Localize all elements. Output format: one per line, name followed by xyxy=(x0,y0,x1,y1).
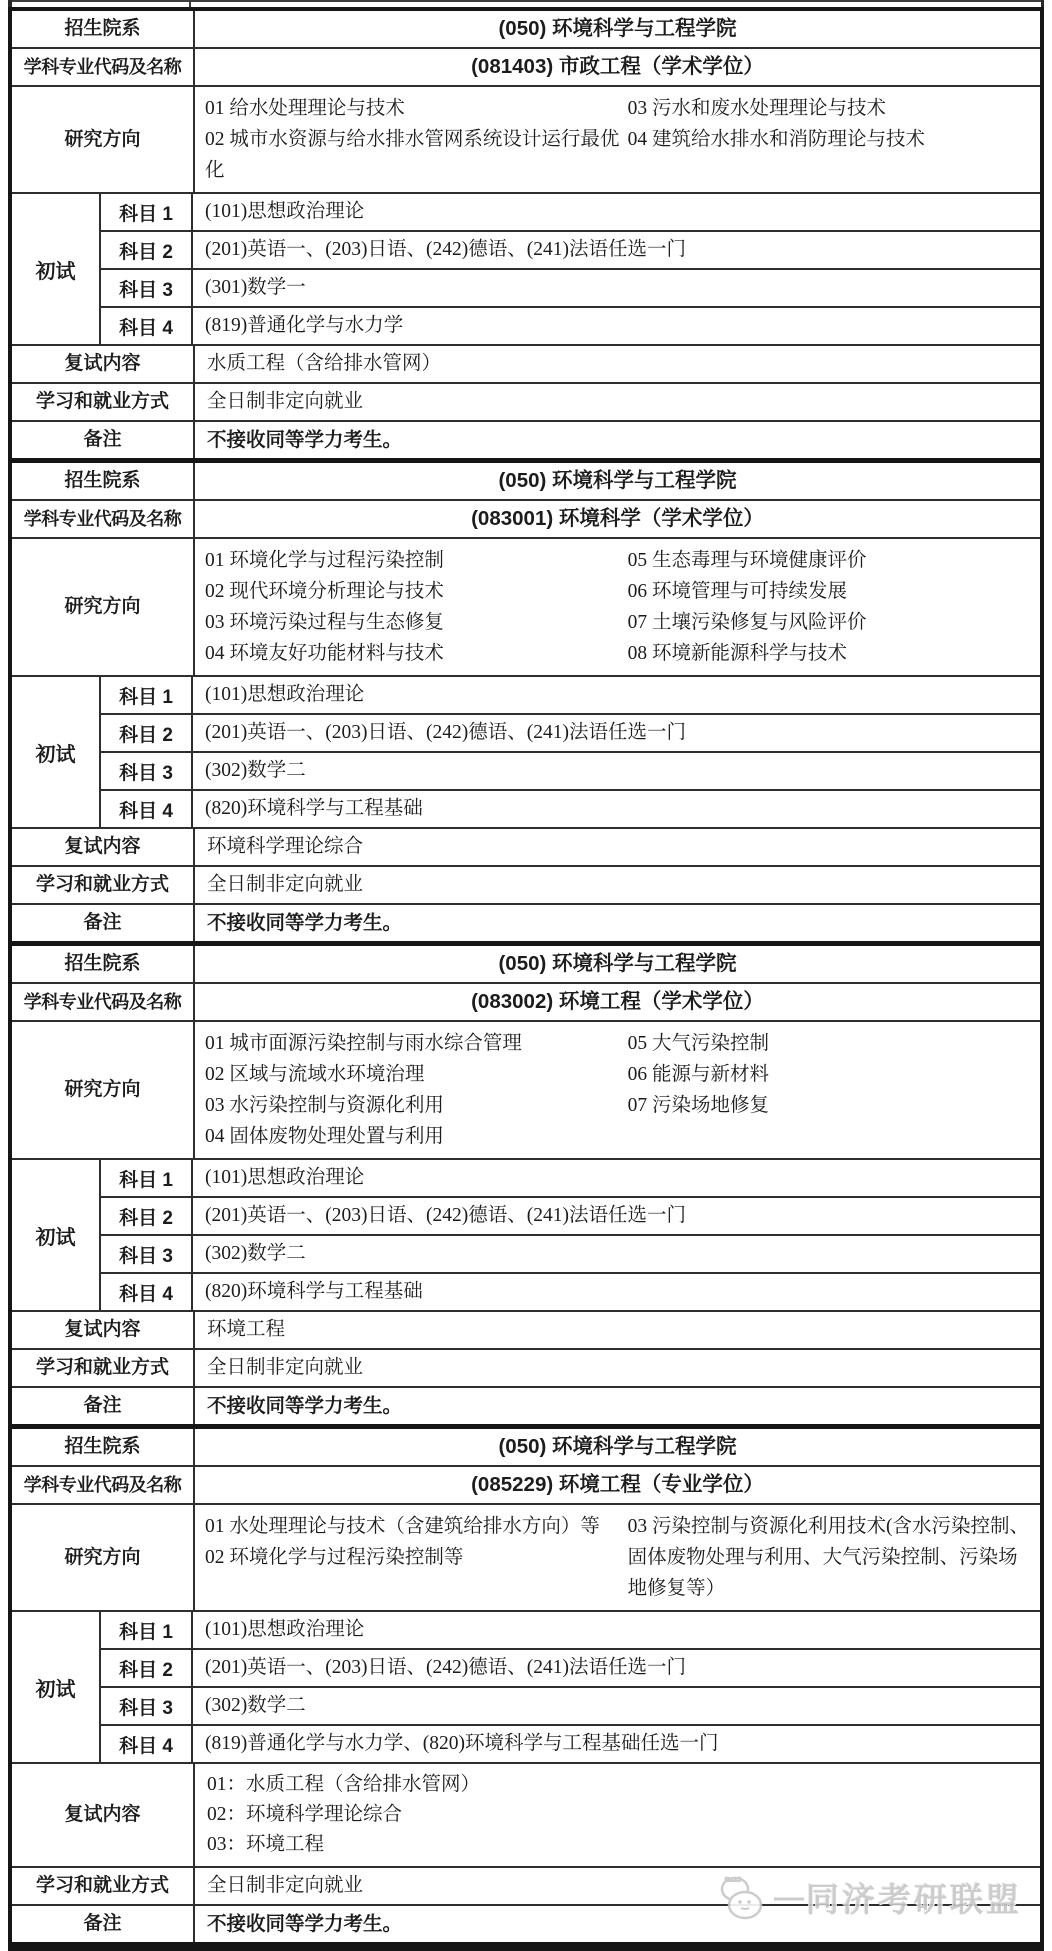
research-item: 04 固体废物处理处置与利用 xyxy=(205,1126,444,1147)
department-value: (050) 环境科学与工程学院 xyxy=(498,1435,737,1458)
research-item: 05 大气污染控制 xyxy=(627,1033,770,1054)
subject-label: 科目 1 xyxy=(101,194,193,230)
research-item: 03 水污染控制与资源化利用 xyxy=(205,1095,444,1116)
research-directions xyxy=(195,1022,1040,1158)
major-row xyxy=(12,501,1040,539)
research-directions xyxy=(195,539,1040,675)
watermark-text: 同济考研联盟 xyxy=(806,1881,1022,1918)
initial-exam-row xyxy=(12,1160,1040,1312)
department-value: (050) 环境科学与工程学院 xyxy=(498,469,737,492)
subject-row xyxy=(101,791,1040,827)
subject-value: (201)英语一、(203)日语、(242)德语、(241)法语任选一门 xyxy=(205,1657,686,1678)
research-row xyxy=(12,1022,1040,1160)
subject-value: (302)数学二 xyxy=(205,1243,306,1264)
major-row xyxy=(12,984,1040,1022)
major-label: 学科专业代码及名称 xyxy=(12,49,195,85)
study-mode-label: 学习和就业方式 xyxy=(12,1350,195,1386)
subject-label: 科目 2 xyxy=(101,1650,193,1686)
research-item: 04 环境友好功能材料与技术 xyxy=(205,643,444,664)
subject-value: (201)英语一、(203)日语、(242)德语、(241)法语任选一门 xyxy=(205,722,686,743)
retest-label: 复试内容 xyxy=(12,1312,195,1348)
research-row xyxy=(12,1505,1040,1612)
research-item: 04 建筑给水排水和消防理论与技术 xyxy=(627,129,926,150)
subject-value: (201)英语一、(203)日语、(242)德语、(241)法语任选一门 xyxy=(205,1205,686,1226)
department-row xyxy=(12,11,1040,49)
department-label: 招生院系 xyxy=(12,946,195,982)
study-mode-value: 全日制非定向就业 xyxy=(207,391,364,412)
research-item: 07 土壤污染修复与风险评价 xyxy=(627,612,867,633)
major-value: (083002) 环境工程（学术学位） xyxy=(471,990,764,1013)
research-item: 02 区域与流域水环境治理 xyxy=(205,1064,425,1085)
initial-exam-row xyxy=(12,677,1040,829)
major-label: 学科专业代码及名称 xyxy=(12,1467,195,1503)
major-row xyxy=(12,49,1040,87)
remark-row xyxy=(12,1906,1040,1942)
major-value: (081403) 市政工程（学术学位） xyxy=(471,55,764,78)
retest-value: 环境工程 xyxy=(207,1319,286,1340)
initial-exam-label: 初试 xyxy=(12,194,101,344)
major-value: (085229) 环境工程（专业学位） xyxy=(471,1473,764,1496)
subject-label: 科目 3 xyxy=(101,1236,193,1272)
subject-row xyxy=(101,677,1040,715)
research-item: 06 环境管理与可持续发展 xyxy=(627,581,848,602)
initial-exam-row xyxy=(12,1612,1040,1764)
study-mode-row xyxy=(12,384,1040,422)
research-column-left xyxy=(205,545,628,669)
research-label: 研究方向 xyxy=(12,1022,195,1158)
subject-row xyxy=(101,1160,1040,1198)
subject-row xyxy=(101,194,1040,232)
research-item: 06 能源与新材料 xyxy=(627,1064,770,1085)
subject-value: (820)环境科学与工程基础 xyxy=(205,1281,423,1302)
subject-row xyxy=(101,1726,1040,1762)
research-directions xyxy=(195,87,1040,192)
subject-value: (101)思想政治理论 xyxy=(205,201,365,222)
research-column-right xyxy=(628,1511,1030,1604)
subject-row xyxy=(101,270,1040,308)
research-item: 02 环境化学与过程污染控制等 xyxy=(205,1547,464,1568)
research-item: 03 环境污染过程与生态修复 xyxy=(205,612,444,633)
subject-label: 科目 1 xyxy=(101,677,193,713)
study-mode-row xyxy=(12,1868,1040,1906)
major-row xyxy=(12,1467,1040,1505)
exam-subjects xyxy=(101,1612,1040,1762)
remark-row xyxy=(12,422,1040,458)
subject-value: (820)环境科学与工程基础 xyxy=(205,798,423,819)
research-column-right xyxy=(628,1028,1030,1121)
retest-row xyxy=(12,346,1040,384)
retest-label: 复试内容 xyxy=(12,1764,195,1866)
study-mode-label: 学习和就业方式 xyxy=(12,867,195,903)
research-item: 05 生态毒理与环境健康评价 xyxy=(627,550,867,571)
research-column-left xyxy=(205,1028,628,1152)
subject-row xyxy=(101,1274,1040,1310)
department-label: 招生院系 xyxy=(12,463,195,499)
research-column-left xyxy=(205,93,628,186)
research-row xyxy=(12,539,1040,677)
retest-value-list xyxy=(195,1764,1040,1866)
study-mode-value: 全日制非定向就业 xyxy=(207,1875,364,1896)
research-column-right xyxy=(628,93,1030,155)
department-value: (050) 环境科学与工程学院 xyxy=(498,952,737,975)
subject-value: (302)数学二 xyxy=(205,760,306,781)
retest-line: 01：水质工程（含给排水管网） xyxy=(207,1774,481,1795)
study-mode-row xyxy=(12,867,1040,905)
subject-value: (101)思想政治理论 xyxy=(205,684,365,705)
subject-row xyxy=(101,308,1040,344)
remark-row xyxy=(12,905,1040,941)
subject-row xyxy=(101,1688,1040,1726)
exam-subjects xyxy=(101,677,1040,827)
research-item: 08 环境新能源科学与技术 xyxy=(627,643,848,664)
subject-value: (819)普通化学与水力学、(820)环境科学与工程基础任选一门 xyxy=(205,1733,719,1754)
remark-value: 不接收同等学力考生。 xyxy=(207,912,403,934)
study-mode-label: 学习和就业方式 xyxy=(12,384,195,420)
research-row xyxy=(12,87,1040,194)
research-item: 03 污染控制与资源化利用技术(含水污染控制、固体废物处理与利用、大气污染控制、污染场地修复等） xyxy=(627,1516,1029,1599)
program-block-083001 xyxy=(12,463,1040,946)
retest-line: 03：环境工程 xyxy=(207,1834,325,1855)
research-column-left xyxy=(205,1511,628,1573)
research-item: 07 污染场地修复 xyxy=(627,1095,770,1116)
subject-value: (101)思想政治理论 xyxy=(205,1619,365,1640)
research-item: 02 现代环境分析理论与技术 xyxy=(205,581,444,602)
research-directions xyxy=(195,1505,1040,1610)
program-block-083002 xyxy=(12,946,1040,1429)
subject-label: 科目 4 xyxy=(101,1274,193,1310)
exam-subjects xyxy=(101,194,1040,344)
subject-label: 科目 4 xyxy=(101,791,193,827)
subject-label: 科目 1 xyxy=(101,1612,193,1648)
subject-label: 科目 2 xyxy=(101,1198,193,1234)
remark-value: 不接收同等学力考生。 xyxy=(207,1395,403,1417)
retest-row xyxy=(12,829,1040,867)
subject-row xyxy=(101,1198,1040,1236)
program-block-085229 xyxy=(12,1429,1040,1947)
subject-row xyxy=(101,715,1040,753)
research-item: 01 水处理理论与技术（含建筑给排水方向）等 xyxy=(205,1516,600,1537)
remark-row xyxy=(12,1388,1040,1424)
subject-label: 科目 1 xyxy=(101,1160,193,1196)
subject-value: (302)数学二 xyxy=(205,1695,306,1716)
initial-exam-label: 初试 xyxy=(12,1612,101,1762)
study-mode-value: 全日制非定向就业 xyxy=(207,874,364,895)
retest-label: 复试内容 xyxy=(12,346,195,382)
subject-row xyxy=(101,1650,1040,1688)
previous-row-border xyxy=(12,0,1041,2)
retest-label: 复试内容 xyxy=(12,829,195,865)
subject-value: (819)普通化学与水力学 xyxy=(205,315,404,336)
remark-label: 备注 xyxy=(12,422,195,458)
program-block-081403 xyxy=(12,11,1040,463)
exam-subjects xyxy=(101,1160,1040,1310)
subject-row xyxy=(101,1236,1040,1274)
subject-label: 科目 2 xyxy=(101,232,193,268)
major-value: (083001) 环境科学（学术学位） xyxy=(471,507,764,530)
study-mode-label: 学习和就业方式 xyxy=(12,1868,195,1904)
research-item: 02 城市水资源与给水排水管网系统设计运行最优化 xyxy=(205,129,620,181)
subject-row xyxy=(101,232,1040,270)
subject-label: 科目 4 xyxy=(101,308,193,344)
subject-label: 科目 4 xyxy=(101,1726,193,1762)
remark-label: 备注 xyxy=(12,1388,195,1424)
department-label: 招生院系 xyxy=(12,11,195,47)
major-label: 学科专业代码及名称 xyxy=(12,501,195,537)
department-row xyxy=(12,1429,1040,1467)
remark-value: 不接收同等学力考生。 xyxy=(207,1913,403,1935)
retest-row xyxy=(12,1312,1040,1350)
subject-label: 科目 3 xyxy=(101,753,193,789)
initial-exam-row xyxy=(12,194,1040,346)
subject-row xyxy=(101,753,1040,791)
subject-row xyxy=(101,1612,1040,1650)
research-item: 01 给水处理理论与技术 xyxy=(205,98,405,119)
subject-label: 科目 2 xyxy=(101,715,193,751)
previous-column-divider xyxy=(189,0,191,7)
initial-exam-label: 初试 xyxy=(12,677,101,827)
department-row xyxy=(12,946,1040,984)
study-mode-value: 全日制非定向就业 xyxy=(207,1357,364,1378)
remark-value: 不接收同等学力考生。 xyxy=(207,429,403,451)
study-mode-row xyxy=(12,1350,1040,1388)
remark-label: 备注 xyxy=(12,1906,195,1942)
research-label: 研究方向 xyxy=(12,539,195,675)
research-item: 01 环境化学与过程污染控制 xyxy=(205,550,444,571)
major-label: 学科专业代码及名称 xyxy=(12,984,195,1020)
subject-value: (101)思想政治理论 xyxy=(205,1167,365,1188)
subject-value: (301)数学一 xyxy=(205,277,306,298)
initial-exam-label: 初试 xyxy=(12,1160,101,1310)
retest-value: 水质工程（含给排水管网） xyxy=(207,353,442,374)
department-row xyxy=(12,463,1040,501)
retest-value: 环境科学理论综合 xyxy=(207,836,364,857)
research-label: 研究方向 xyxy=(12,87,195,192)
research-label: 研究方向 xyxy=(12,1505,195,1610)
watermark-dash: — xyxy=(774,1880,804,1914)
subject-label: 科目 3 xyxy=(101,270,193,306)
previous-table-edge xyxy=(8,0,1044,7)
retest-row xyxy=(12,1764,1040,1868)
retest-line: 02：环境科学理论综合 xyxy=(207,1804,403,1825)
research-item: 01 城市面源污染控制与雨水综合管理 xyxy=(205,1033,522,1054)
subject-value: (201)英语一、(203)日语、(242)德语、(241)法语任选一门 xyxy=(205,239,686,260)
admission-info-table xyxy=(8,7,1044,1951)
remark-label: 备注 xyxy=(12,905,195,941)
department-label: 招生院系 xyxy=(12,1429,195,1465)
department-value: (050) 环境科学与工程学院 xyxy=(498,17,737,40)
research-item: 03 污水和废水处理理论与技术 xyxy=(627,98,887,119)
research-column-right xyxy=(628,545,1030,669)
subject-label: 科目 3 xyxy=(101,1688,193,1724)
